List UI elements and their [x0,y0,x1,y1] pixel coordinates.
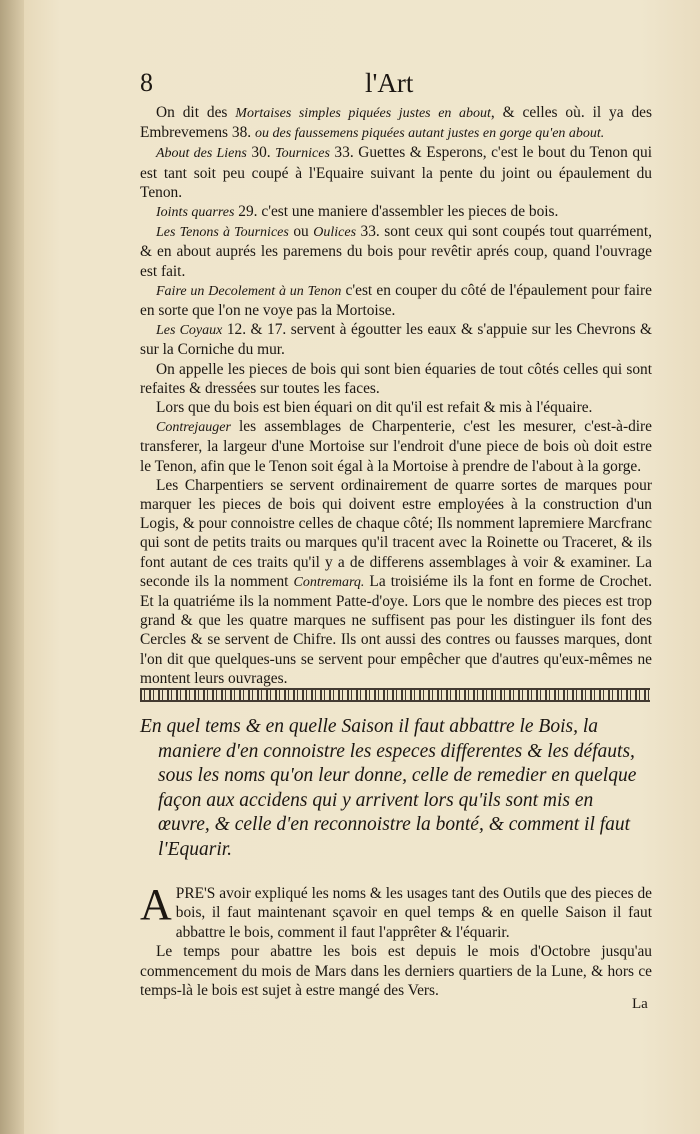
italic-term: Contremarq. [293,574,365,590]
paragraph-text: c'est en couper du côté de l'épaulement pour faire en sorte que l'on ne voye pas la Mortoise. [140,281,652,320]
italic-term: Oulices [313,225,357,241]
paragraph-text: ou [288,223,314,241]
page-gutter [0,0,24,1134]
drop-cap: A [140,880,172,929]
italic-term: Contrejauger [156,420,231,436]
ornamental-divider [140,688,650,702]
body-paragraph [140,360,652,398]
body-paragraph [140,103,652,143]
body-paragraph [140,143,652,202]
body-paragraph [140,222,652,281]
page-header [140,68,660,102]
chapter-title-line: façon aux accidens qui y arrivent lors qu'ils sont mis en [158,789,594,811]
paragraph-text: On appelle les pieces de bois qui sont bien équaries de tout côtés celles qui sont refaites & dressées sur toutes les faces. [140,360,652,397]
italic-term: Tournices [275,146,330,162]
paragraph-text: 30. [246,144,276,162]
italic-term: ou des faussemens piquées autant justes en gorge qu'en about. [254,126,605,142]
paragraph-text: Lors que du bois est bien équari on dit qu'il est refait & mis à l'équaire. [156,399,593,417]
chapter-body [140,880,652,1000]
paragraph-text: 33. Guettes & Esperons, c'est le bout du Tenon qui est tant soit peu coupé à l'Equaire suivant la pente du joint ou épaulement du Tenon. [140,144,652,201]
italic-term: Les Tenons à Tournices [156,225,289,241]
chapter-title-line: l'Equarir. [158,838,233,860]
italic-term: Faire un Decolement à un Tenon [156,283,342,299]
body-paragraph [140,398,652,417]
catchword: La [632,996,648,1012]
paragraph-text: 33. sont ceux qui sont coupés tout quarrément, & en about auprés les paremens du bois pour revêtir aprés coup, quand l'ouvrage est fait. [140,223,652,280]
first-paragraph-text: PRE'S avoir expliqué les noms & les usages tant des Outils que des pieces de bois, il faut maintenant sçavoir en quel temps & en quelle Saison il faut abbattre le bois, comment il faut l'apprêter & l'équarir. [175,885,652,941]
paragraph-text: les assemblages de Charpenterie, c'est les mesurer, c'est-à-dire transferer, la largeur d'une Mortoise sur l'endroit d'une piece de bois où doit estre le Tenon, afin que le Tenon soit égal à la Mortoise à prendre de l'about à la gorge. [140,418,652,475]
italic-term: Mortaises simples piquées justes en about [235,106,491,121]
chapter-title [140,715,652,863]
chapter-title-line: En quel tems & en quelle Saison il faut abbattre le Bois, la [140,716,599,737]
italic-term: Les Coyaux [156,323,223,339]
chapter-title-line: sous les noms qu'on leur donne, celle de remedier en quelque [158,765,637,787]
chapter-title-line: œuvre, & celle d'en reconnoistre la bonté, & comment il faut [158,814,631,836]
body-paragraph [140,417,652,476]
chapter-first-paragraph [140,880,652,942]
italic-term: Ioints quarres [156,205,235,221]
paragraph-text: 29. c'est une maniere d'assembler les pieces de bois. [234,203,559,221]
paragraph-text: La troisiéme ils la font en forme de Crochet. Et la quatriéme ils la nomment Patte-d'oye. Lors que le nombre des pieces est trop grand & que les quatre marques ne suffisent pas pour les distinguer ils font des Cercles & se servent de Chifre. Ils ont aussi des contres ou fausses marques, dont l'on dit que quelques-uns se servent pour empêcher que d'autres qu'eux-mêmes ne montent leurs ouvrages. [140,572,652,687]
body-paragraph [140,320,652,359]
body-paragraph [140,202,652,222]
paragraph-text: , & celles où. il ya des Embrevemens 38. [140,104,652,142]
paragraph-text: Les Charpentiers se servent ordinairement de quarre sortes de marques pour marquer les pieces de bois qui doivent estre employées à la construction d'un Logis, & pour connoistre celles de chaque côté; Ils nomment lapremiere Marcfranc qui sont de petits traits ou marques qu'il tracent avec la Roinette ou Traceret, & ils font autant de ces traits qu'il y a de differens assemblages à voir & examiner. La seconde ils la nomment [140,476,652,590]
body-text [140,103,652,688]
body-paragraph [140,476,652,688]
chapter-title-line: maniere d'en connoistre les especes differentes & les défauts, [158,740,635,762]
paragraph-text: On dit des [156,104,236,121]
chapter-second-paragraph: Le temps pour abattre les bois est depuis le mois d'Octobre jusqu'au commencement du mois de Mars dans les derniers quartiers de la Lune, & hors ce temps-là le bois est sujet à estre mangé des Vers. [140,943,652,1000]
paragraph-text: 12. & 17. servent à égoutter les eaux & s'appuie sur les Chevrons & sur la Corniche du mur. [140,321,653,359]
body-paragraph [140,281,652,320]
running-title: l'Art [365,68,414,98]
page-number: 8 [140,68,153,97]
italic-term: About des Liens [156,146,247,162]
